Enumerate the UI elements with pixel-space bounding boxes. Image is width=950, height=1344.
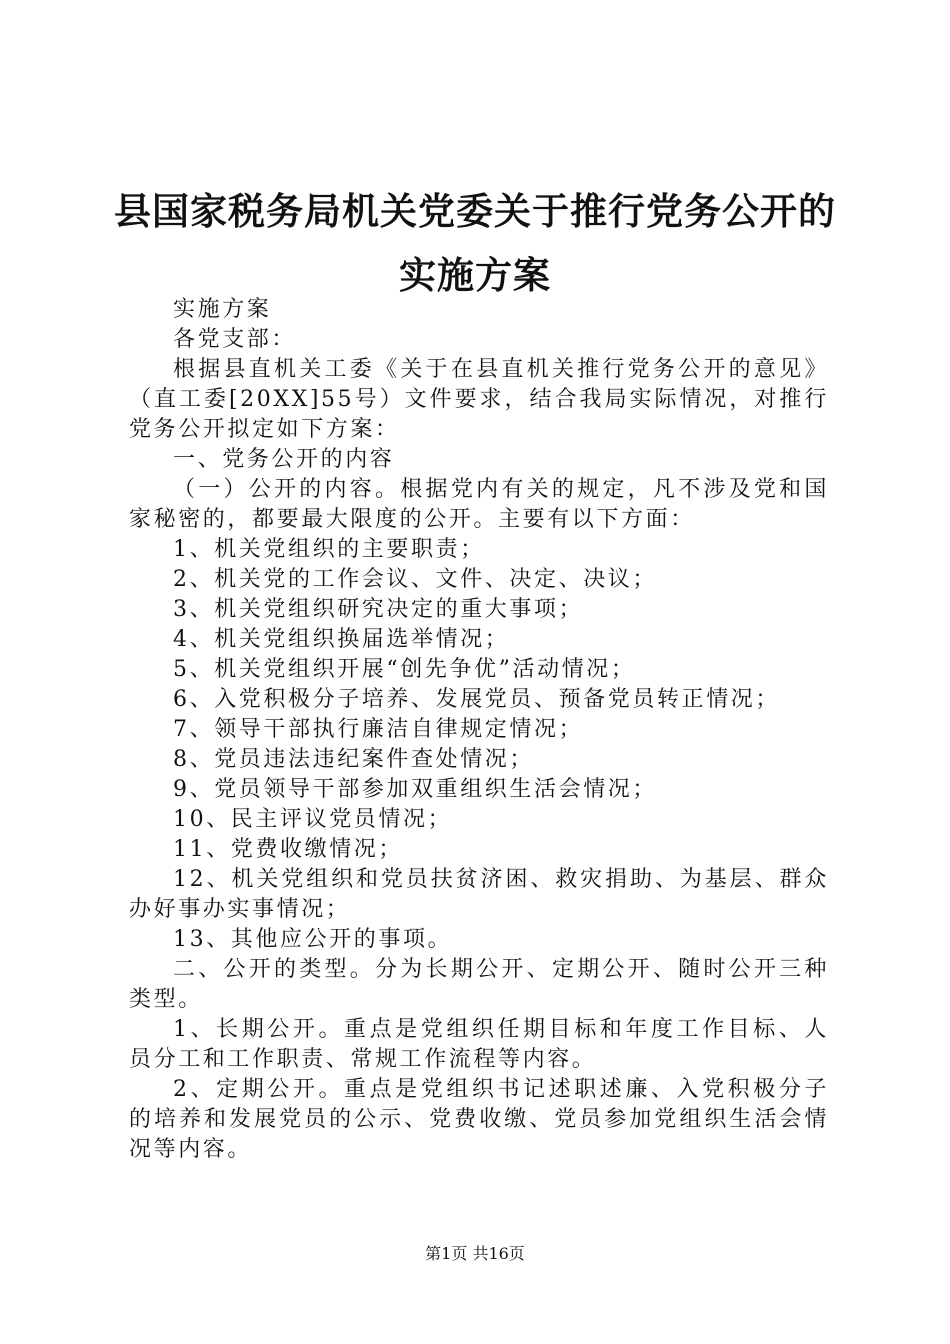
page-footer: 第1页 共16页 <box>425 1244 525 1263</box>
list-item: 8、党员违法违纪案件查处情况； <box>173 747 534 772</box>
list-item: 3、机关党组织研究决定的重大事项； <box>173 597 584 622</box>
paragraph: 根据县直机关工委《关于在县直机关推行党务公开的意见》（直工委[20XX]55号）文件要求，结合我局实际情况，对推行党务公开拟定如下方案： <box>129 357 829 442</box>
list-item: 10、民主评议党员情况； <box>173 807 453 832</box>
document-body <box>129 295 829 1165</box>
list-item: 1、机关党组织的主要职责； <box>173 537 485 562</box>
list-item: 9、党员领导干部参加双重组织生活会情况； <box>173 777 657 802</box>
list-item: 4、机关党组织换届选举情况； <box>173 627 510 652</box>
list-item: 13、其他应公开的事项。 <box>173 927 453 952</box>
paragraph: 2、定期公开。重点是党组织书记述职述廉、入党积极分子的培养和发展党员的公示、党费收缴、党员参加党组织生活会情况等内容。 <box>129 1077 829 1162</box>
list-item: 11、党费收缴情况； <box>173 837 403 862</box>
list-item: 2、机关党的工作会议、文件、决定、决议； <box>173 567 657 592</box>
list-item: 5、机关党组织开展“创先争优”活动情况； <box>173 657 636 682</box>
paragraph: 各党支部： <box>173 327 297 352</box>
paragraph: 实施方案 <box>173 297 272 322</box>
section-heading: 一、党务公开的内容 <box>173 447 395 472</box>
list-item: 7、领导干部执行廉洁自律规定情况； <box>173 717 584 742</box>
paragraph: （一）公开的内容。根据党内有关的规定，凡不涉及党和国家秘密的，都要最大限度的公开。主要有以下方面： <box>129 477 829 532</box>
paragraph: 1、长期公开。重点是党组织任期目标和年度工作目标、人员分工和工作职责、常规工作流程等内容。 <box>129 1017 829 1072</box>
list-item: 12、机关党组织和党员扶贫济困、救灾捐助、为基层、群众办好事办实事情况； <box>129 867 829 922</box>
section-heading: 二、公开的类型。分为长期公开、定期公开、随时公开三种类型。 <box>129 957 829 1012</box>
list-item: 6、入党积极分子培养、发展党员、预备党员转正情况； <box>173 687 780 712</box>
document-title: 县国家税务局机关党委关于推行党务公开的实施方案 <box>114 190 836 297</box>
